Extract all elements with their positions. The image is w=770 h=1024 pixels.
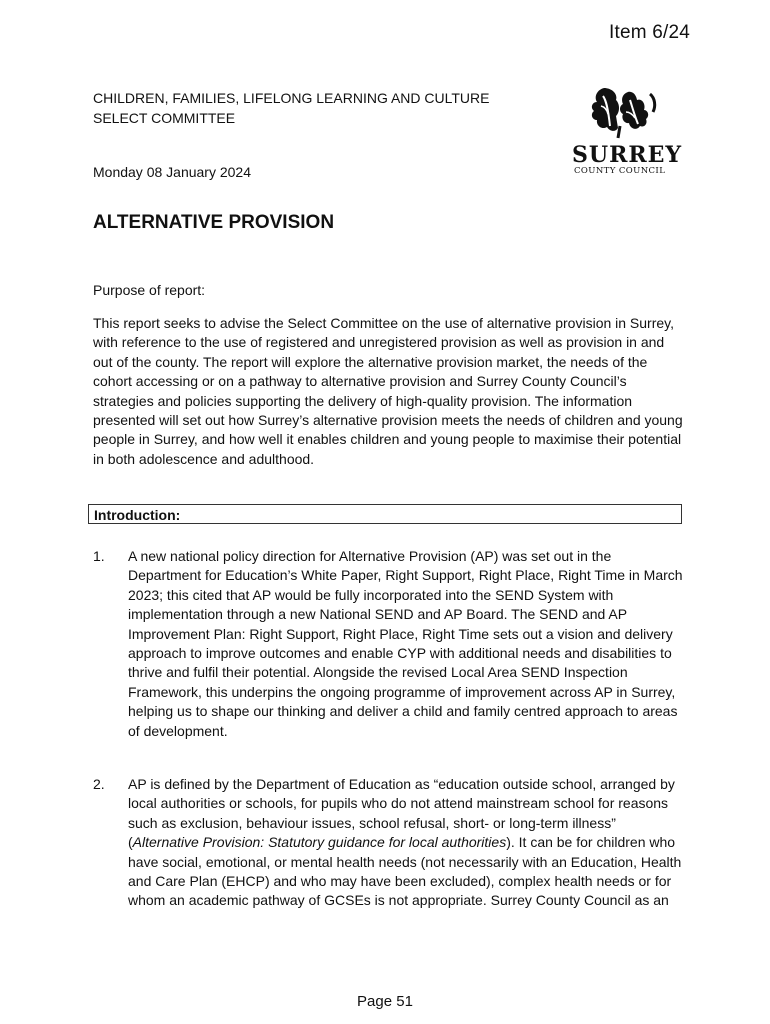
paragraph-text-start: AP is defined by the Department of Education as “education outside school, arranged by local authorities or schools, for pupils who do not attend mainstream school for reasons such as exclusion, behaviour issues, school refusal, short- or long-term illness” ( (128, 776, 675, 851)
logo-wordmark: SURREY (572, 142, 683, 168)
report-title: ALTERNATIVE PROVISION (93, 212, 335, 233)
oak-leaf-icon (570, 82, 680, 142)
paragraph-text-end: ). It can be for children who have social, emotional, or mental health needs (not necessarily with an Education, Health and Care Plan (EHCP) and who may have been excluded), complex health needs or for whom an academic pathway of GCSEs is not appropriate. Surrey County Council as an (128, 834, 682, 909)
meeting-date: Monday 08 January 2024 (93, 164, 251, 180)
logo-subtitle: COUNTY COUNCIL (574, 166, 666, 176)
committee-name (93, 88, 490, 128)
introduction-heading-box (88, 504, 682, 524)
paragraph-text (128, 775, 685, 911)
introduction-heading: Introduction: (94, 507, 181, 523)
paragraph-text: A new national policy direction for Alternative Provision (AP) was set out in the Department for Education’s White Paper, Right Support, Right Place, Right Time in March 2023; this cited that AP would be fully incorporated into the SEND System with implementation through a new National SEND and AP Board. The SEND and AP Improvement Plan: Right Support, Right Place, Right Time sets out a vision and delivery approach to improve outcomes and enable CYP with additional needs and disabilities to thrive and fulfil their potential. Alongside the revised Local Area SEND Inspection Framework, this underpins the ongoing programme of improvement across AP in Surrey, helping us to shape our thinking and deliver a child and family centred approach to areas of development. (128, 548, 683, 739)
guidance-citation: Alternative Provision: Statutory guidance for local authorities (132, 834, 507, 851)
committee-line-1: CHILDREN, FAMILIES, LIFELONG LEARNING AND CULTURE (93, 90, 490, 106)
numbered-paragraph (93, 775, 685, 911)
numbered-paragraph (93, 547, 685, 741)
purpose-text: This report seeks to advise the Select Committee on the use of alternative provision in Surrey, with reference to the use of registered and unregistered provision as well as provision in and out of the county. The report will explore the alternative provision market, the needs of the cohort accessing or on a pathway to alternative provision and Surrey County Council’s strategies and policies supporting the delivery of high-quality provision. The information presented will set out how Surrey’s alternative provision meets the needs of children and young people in Surrey, and how well it enables children and young people to maximise their potential in both adolescence and adulthood. (93, 315, 683, 467)
paragraph-number: 2. (93, 776, 105, 792)
item-reference: Item 6/24 (608, 22, 690, 43)
page-number: Page 51 (357, 993, 413, 1010)
surrey-county-council-logo (570, 82, 683, 178)
purpose-label: Purpose of report: (93, 282, 206, 298)
paragraph-number: 1. (93, 548, 105, 564)
committee-line-2: SELECT COMMITTEE (93, 110, 236, 126)
